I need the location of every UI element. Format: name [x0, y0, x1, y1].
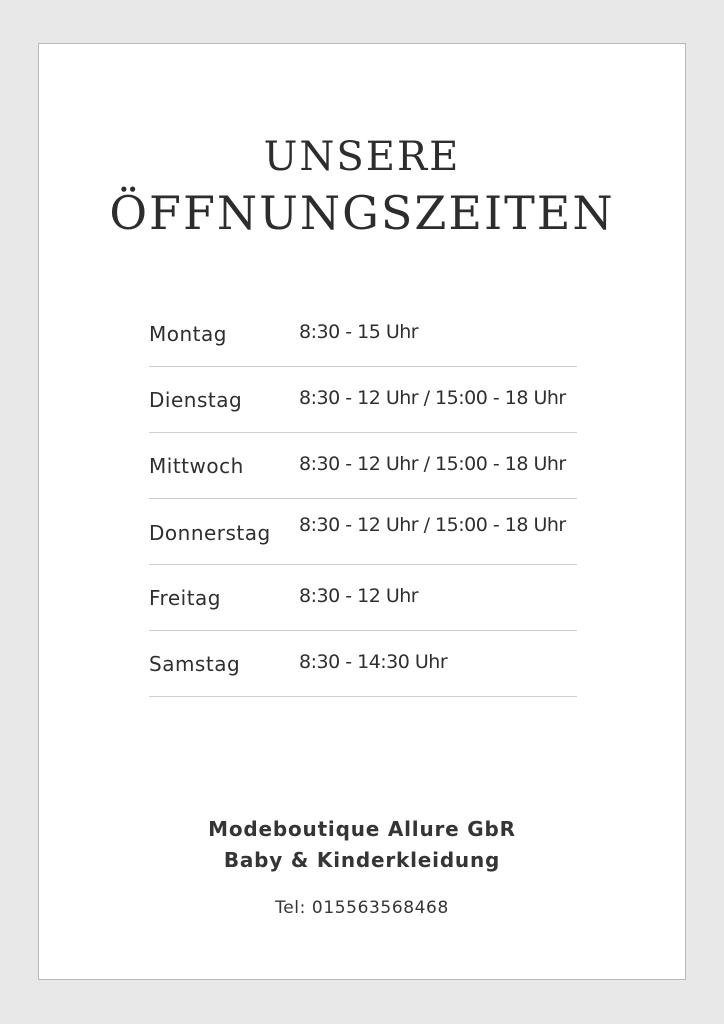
time-value: 8:30 - 15 Uhr: [299, 321, 419, 343]
company-name: Modeboutique Allure GbR: [208, 817, 516, 841]
hours-row-tuesday: [149, 367, 577, 433]
hours-row-wednesday: [149, 433, 577, 499]
opening-hours-table: [149, 301, 577, 697]
time-value: 8:30 - 14:30 Uhr: [299, 651, 448, 673]
time-value: 8:30 - 12 Uhr / 15:00 - 18 Uhr: [299, 514, 566, 536]
company-tagline: Baby & Kinderkleidung: [223, 848, 501, 872]
day-label: Dienstag: [149, 388, 243, 412]
day-label: Mittwoch: [149, 454, 244, 478]
hours-row-friday: [149, 565, 577, 631]
hours-row-monday: [149, 301, 577, 367]
title-line-1: UNSERE: [263, 134, 461, 180]
hours-row-thursday: [149, 499, 577, 565]
day-label: Donnerstag: [149, 521, 271, 545]
time-value: 8:30 - 12 Uhr / 15:00 - 18 Uhr: [299, 387, 566, 409]
day-label: Samstag: [149, 652, 241, 676]
time-value: 8:30 - 12 Uhr / 15:00 - 18 Uhr: [299, 453, 566, 475]
title-line-2: ÖFFNUNGSZEITEN: [109, 186, 615, 240]
time-value: 8:30 - 12 Uhr: [299, 585, 419, 607]
opening-hours-sheet: [38, 43, 686, 980]
phone-number: Tel: 015563568468: [275, 898, 449, 918]
day-label: Montag: [149, 322, 227, 346]
hours-row-saturday: [149, 631, 577, 697]
day-label: Freitag: [149, 586, 221, 610]
